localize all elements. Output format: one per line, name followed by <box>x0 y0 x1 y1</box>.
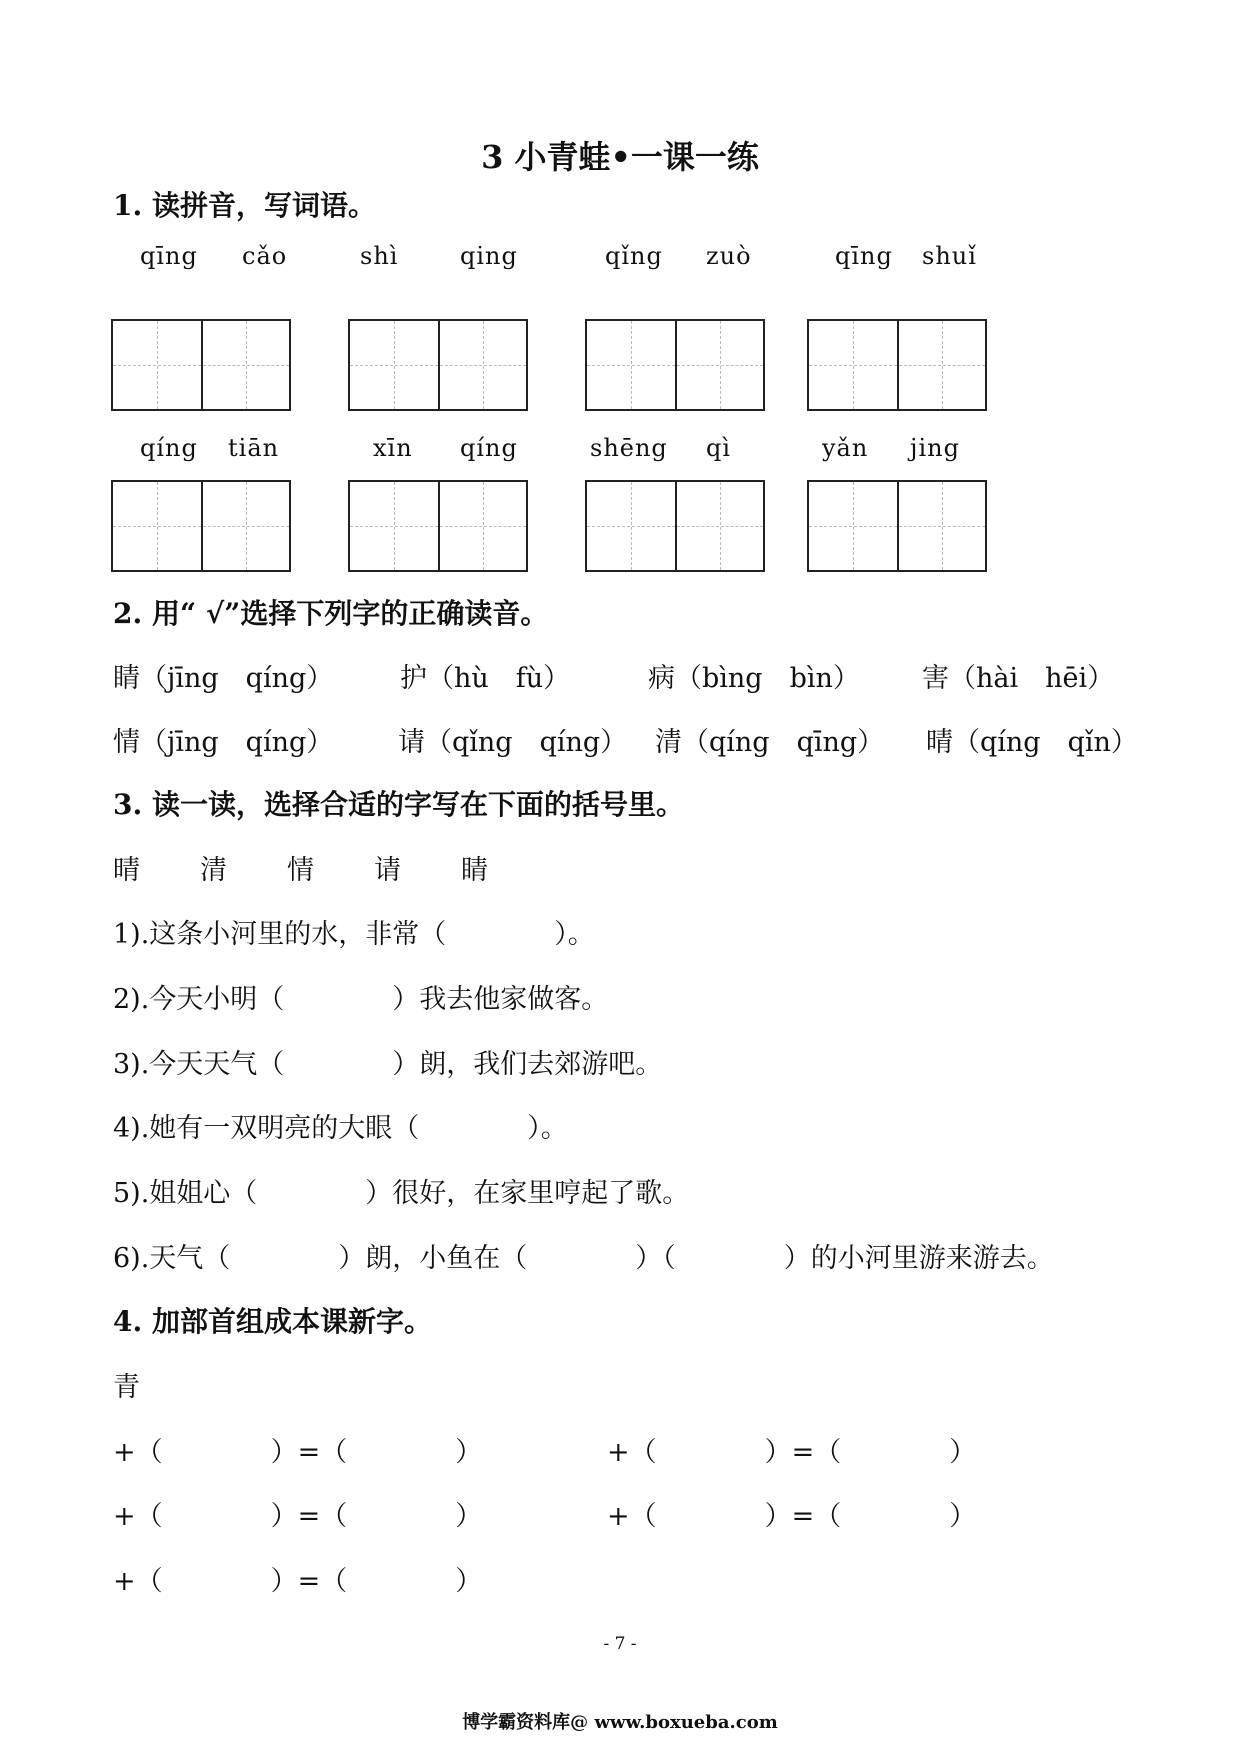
pinyin: yǎn <box>822 434 869 462</box>
pinyin: qǐng <box>605 242 663 270</box>
pinyin: shì <box>360 242 399 270</box>
section-3-heading: 3. 读一读，选择合适的字写在下面的括号里。 <box>113 788 684 821</box>
radical-formula[interactable]: +（ ）=（ ） <box>113 1437 483 1468</box>
pinyin: shēng <box>590 434 668 462</box>
fill-in-sentence[interactable]: 4).她有一双明亮的大眼（ ）。 <box>113 1113 568 1144</box>
reading-choice[interactable]: 睛（jīng qíng） <box>113 663 334 694</box>
pinyin: qíng <box>460 434 518 462</box>
writing-grid[interactable] <box>807 480 987 572</box>
section-1-heading: 1. 读拼音，写词语。 <box>113 189 376 222</box>
writing-grid[interactable] <box>348 319 528 411</box>
fill-in-sentence[interactable]: 1).这条小河里的水，非常（ ）。 <box>113 919 595 950</box>
section-2-heading: 2. 用“ √”选择下列字的正确读音。 <box>113 597 549 630</box>
pinyin: xīn <box>373 434 413 462</box>
reading-choice[interactable]: 请（qǐng qíng） <box>398 727 628 758</box>
pinyin: cǎo <box>242 242 288 270</box>
reading-choice[interactable]: 情（jīng qíng） <box>113 727 334 758</box>
writing-grid[interactable] <box>348 480 528 572</box>
reading-choice[interactable]: 害（hài hēi） <box>922 663 1115 694</box>
writing-grid[interactable] <box>807 319 987 411</box>
char-option: 请 <box>374 855 401 886</box>
char-option: 晴 <box>113 855 140 886</box>
writing-grid[interactable] <box>111 480 291 572</box>
fill-in-sentence[interactable]: 2).今天小明（ ）我去他家做客。 <box>113 984 609 1015</box>
radical-formula[interactable]: +（ ）=（ ） <box>607 1437 977 1468</box>
pinyin: shuǐ <box>922 242 977 270</box>
fill-in-sentence[interactable]: 5).姐姐心（ ）很好，在家里哼起了歌。 <box>113 1178 690 1209</box>
reading-choice[interactable]: 清（qíng qīng） <box>655 727 885 758</box>
base-character: 青 <box>113 1372 140 1403</box>
pinyin: qing <box>460 242 518 270</box>
fill-in-sentence[interactable]: 3).今天天气（ ）朗，我们去郊游吧。 <box>113 1049 663 1080</box>
pinyin: qíng <box>140 434 198 462</box>
pinyin: qīng <box>140 242 198 270</box>
reading-choice[interactable]: 护（hù fù） <box>400 663 571 694</box>
pinyin: qì <box>706 434 732 462</box>
writing-grid[interactable] <box>585 319 765 411</box>
reading-choice[interactable]: 病（bìng bìn） <box>648 663 860 694</box>
char-option: 睛 <box>461 855 488 886</box>
radical-formula[interactable]: +（ ）=（ ） <box>113 1566 483 1597</box>
radical-formula[interactable]: +（ ）=（ ） <box>607 1501 977 1532</box>
fill-in-sentence[interactable]: 6).天气（ ）朗，小鱼在（ ）（ ）的小河里游来游去。 <box>113 1243 1054 1274</box>
page-number: - 7 - <box>603 1634 637 1654</box>
char-option: 清 <box>200 855 227 886</box>
pinyin: zuò <box>706 242 752 270</box>
pinyin: tiān <box>228 434 280 462</box>
section-4-heading: 4. 加部首组成本课新字。 <box>113 1305 432 1338</box>
writing-grid[interactable] <box>111 319 291 411</box>
char-option: 情 <box>287 855 314 886</box>
writing-grid[interactable] <box>585 480 765 572</box>
footer-watermark: 博学霸资料库@ www.boxueba.com <box>462 1712 778 1733</box>
radical-formula[interactable]: +（ ）=（ ） <box>113 1501 483 1532</box>
pinyin: jing <box>910 434 960 462</box>
reading-choice[interactable]: 晴（qíng qǐn） <box>926 727 1138 758</box>
pinyin: qīng <box>835 242 893 270</box>
page-title: 3 小青蛙•一课一练 <box>481 138 759 176</box>
